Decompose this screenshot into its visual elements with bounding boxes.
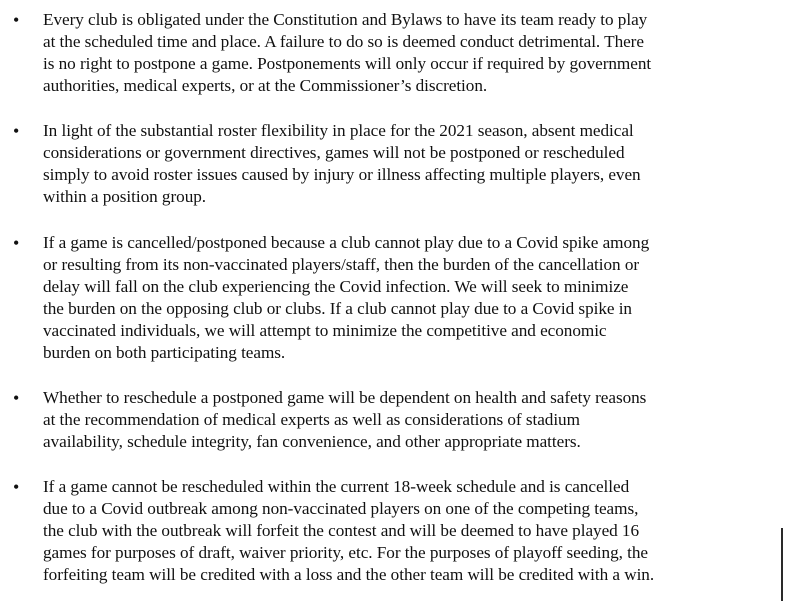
text-line: due to a Covid outbreak among non-vaccinated players on one of the competing teams, xyxy=(43,499,639,518)
page-edge-divider xyxy=(781,528,783,601)
text-line: at the scheduled time and place. A failure to do so is deemed conduct detrimental. There xyxy=(43,32,644,51)
text-line: the club with the outbreak will forfeit the contest and will be deemed to have played 16 xyxy=(43,521,640,540)
bullet-text xyxy=(43,232,773,364)
text-line: Every club is obligated under the Constitution and Bylaws to have its team ready to play xyxy=(43,10,648,29)
text-line: at the recommendation of medical experts as well as considerations of stadium xyxy=(43,410,580,429)
text-line: vaccinated individuals, we will attempt to minimize the competitive and economic xyxy=(43,321,607,340)
text-line: If a game is cancelled/postponed because a club cannot play due to a Covid spike among xyxy=(43,233,650,252)
text-line: forfeiting team will be credited with a loss and the other team will be credited with a win. xyxy=(43,565,655,584)
text-line: delay will fall on the club experiencing the Covid infection. We will seek to minimize xyxy=(43,277,629,296)
bullet-text xyxy=(43,9,773,97)
bullet-icon: • xyxy=(13,121,20,141)
text-line: authorities, medical experts, or at the Commissioner’s discretion. xyxy=(43,76,488,95)
bullet-icon: • xyxy=(13,10,20,30)
text-line: If a game cannot be rescheduled within the current 18-week schedule and is cancelled xyxy=(43,477,630,496)
bullet-icon: • xyxy=(13,388,20,408)
text-line: burden on both participating teams. xyxy=(43,343,286,362)
bullet-text xyxy=(43,120,773,208)
bullet-icon: • xyxy=(13,477,20,497)
text-line: availability, schedule integrity, fan convenience, and other appropriate matters. xyxy=(43,432,581,451)
text-line: simply to avoid roster issues caused by injury or illness affecting multiple players, even xyxy=(43,165,641,184)
text-line: the burden on the opposing club or clubs. If a club cannot play due to a Covid spike in xyxy=(43,299,632,318)
bullet-text xyxy=(43,387,773,453)
text-line: considerations or government directives, games will not be postponed or rescheduled xyxy=(43,143,625,162)
bullet-icon: • xyxy=(13,233,20,253)
bullet-text xyxy=(43,476,773,586)
text-line: In light of the substantial roster flexibility in place for the 2021 season, absent medical xyxy=(43,121,634,140)
text-line: Whether to reschedule a postponed game will be dependent on health and safety reasons xyxy=(43,388,647,407)
text-line: or resulting from its non-vaccinated players/staff, then the burden of the cancellation or xyxy=(43,255,640,274)
text-line: within a position group. xyxy=(43,187,207,206)
text-line: games for purposes of draft, waiver priority, etc. For the purposes of playoff seeding, the xyxy=(43,543,648,562)
text-line: is no right to postpone a game. Postponements will only occur if required by government xyxy=(43,54,652,73)
